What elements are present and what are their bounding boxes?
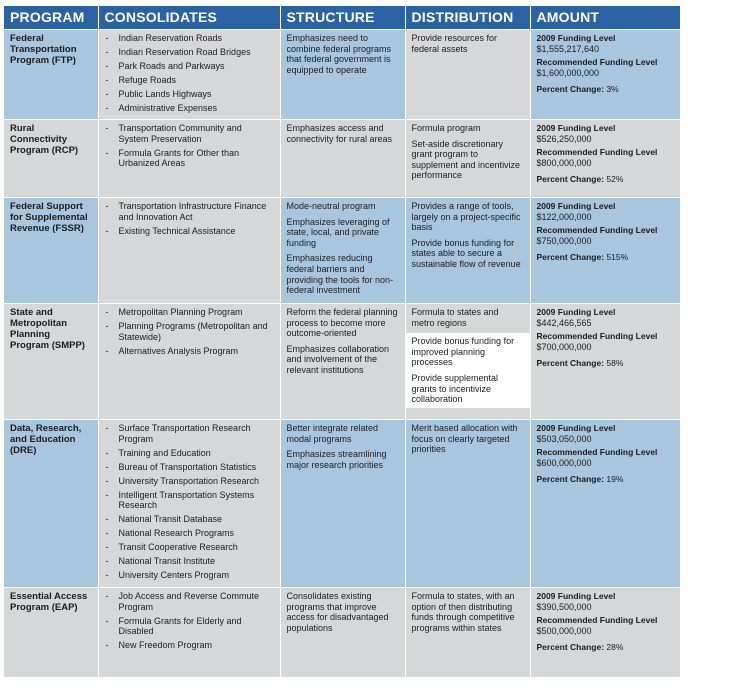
distribution-text: Provide bonus funding for improved planning processes (411, 336, 515, 368)
recommended-value: $750,000,000 (536, 235, 592, 246)
consolidates-cell (98, 30, 280, 120)
distribution-cell (405, 30, 530, 120)
list-item: - Existing Technical Assistance (105, 226, 274, 237)
recommended-label: Recommended Funding Level (536, 447, 658, 458)
consolidates-list (105, 201, 274, 236)
list-item: - Job Access and Reverse Commute Program (105, 591, 274, 612)
structure-cell (280, 120, 405, 198)
percent-change-value: 28% (606, 642, 624, 653)
distribution-text: Set-aside discretionary grant program to supplement and incentivize performance (411, 138, 521, 181)
funding-2009-label: 2009 Funding Level (536, 307, 616, 317)
percent-change-label: Percent Change: (536, 84, 605, 95)
program-name: Data, Research, and Education (DRE) (10, 423, 82, 456)
structure-cell (280, 30, 405, 120)
consolidates-list (105, 423, 274, 581)
list-item: - Administrative Expenses (105, 103, 274, 114)
structure-text: Emphasizes streamlining major research priorities (286, 449, 387, 470)
funding-2009-value: $526,250,000 (536, 133, 592, 144)
list-item: - Formula Grants for Elderly and Disabled (105, 616, 274, 637)
list-item: - Indian Reservation Road Bridges (105, 47, 274, 58)
list-item: - Alternatives Analysis Program (105, 346, 274, 357)
list-item: - Metropolitan Planning Program (105, 307, 274, 318)
program-cell (4, 420, 98, 588)
recommended-value: $700,000,000 (536, 341, 592, 352)
list-item: - New Freedom Program (105, 640, 274, 651)
consolidates-list (105, 307, 274, 356)
program-cell (4, 30, 98, 120)
distribution-text: Merit based allocation with focus on clearly targeted priorities (411, 423, 518, 455)
header-amount: AMOUNT (530, 6, 680, 30)
recommended-value: $1,600,000,000 (536, 67, 600, 78)
percent-change (537, 84, 674, 95)
funding-2009-value: $390,500,000 (536, 601, 592, 612)
funding-2009-value: $122,000,000 (536, 211, 592, 222)
amount-cell (530, 198, 680, 304)
percent-change-label: Percent Change: (536, 642, 605, 653)
structure-text: Better integrate related modal programs (286, 423, 379, 444)
structure-text: Emphasizes collaboration and involvement of the relevant institutions (286, 343, 390, 375)
table-row (4, 420, 680, 588)
list-item: - University Transportation Research (105, 476, 274, 487)
percent-change (537, 474, 674, 485)
percent-change-value: 52% (606, 174, 624, 185)
funding-2009-label: 2009 Funding Level (536, 591, 616, 601)
list-item: - Formula Grants for Other than Urbanized Areas (105, 148, 274, 169)
funding-2009-label: 2009 Funding Level (536, 33, 616, 43)
structure-text: Reform the federal planning process to become more outcome-oriented (286, 307, 398, 339)
amount-cell (530, 304, 680, 420)
structure-cell (280, 198, 405, 304)
program-cell (4, 588, 98, 678)
table-row (4, 120, 680, 198)
structure-text: Emphasizes leveraging of state, local, and private funding (286, 216, 390, 248)
list-item: - Refuge Roads (105, 75, 274, 86)
recommended-label: Recommended Funding Level (536, 331, 658, 342)
distribution-text: Formula to states and metro regions (411, 307, 499, 328)
percent-change (537, 252, 674, 263)
list-item: - Transportation Community and System Preservation (105, 123, 274, 144)
structure-text: Emphasizes access and connectivity for rural areas (286, 123, 393, 144)
consolidates-cell (98, 304, 280, 420)
list-item: - National Research Programs (105, 528, 274, 539)
funding-2009-label: 2009 Funding Level (536, 423, 616, 433)
structure-text: Consolidates existing programs that improve access for disadvantaged populations (286, 591, 389, 633)
recommended-label: Recommended Funding Level (536, 225, 658, 236)
list-item: - Bureau of Transportation Statistics (105, 462, 274, 473)
distribution-cell (405, 588, 530, 678)
program-cell (4, 304, 98, 420)
percent-change-value: 19% (606, 474, 624, 485)
header-program: PROGRAM (4, 6, 98, 30)
distribution-text: Provide bonus funding for states able to secure a sustainable flow of revenue (411, 237, 521, 269)
percent-change-label: Percent Change: (536, 358, 605, 369)
consolidates-cell (98, 198, 280, 304)
recommended-label: Recommended Funding Level (536, 57, 658, 68)
list-item: - National Transit Database (105, 514, 274, 525)
recommended-value: $500,000,000 (536, 625, 592, 636)
list-item: - University Centers Program (105, 570, 274, 581)
percent-change-value: 515% (606, 252, 629, 263)
consolidates-list (105, 591, 274, 651)
table-row (4, 198, 680, 304)
consolidates-list (105, 123, 274, 169)
structure-cell (280, 304, 405, 420)
percent-change-label: Percent Change: (536, 252, 605, 263)
program-name: Essential Access Program (EAP) (10, 591, 88, 613)
percent-change (537, 358, 674, 369)
funding-2009-value: $442,466,565 (536, 317, 592, 328)
list-item: - Planning Programs (Metropolitan and Statewide) (105, 321, 274, 342)
list-item: - Transit Cooperative Research (105, 542, 274, 553)
program-consolidation-table (4, 6, 681, 678)
distribution-text: Provide resources for federal assets (411, 33, 498, 54)
program-cell (4, 198, 98, 304)
distribution-text: Formula to states, with an option of then distributing funds through competitive programs within states (411, 591, 515, 633)
consolidates-list (105, 33, 274, 114)
percent-change-value: 3% (606, 84, 619, 95)
funding-2009-label: 2009 Funding Level (536, 201, 616, 211)
header-distribution: DISTRIBUTION (405, 6, 530, 30)
list-item: - Indian Reservation Roads (105, 33, 274, 44)
program-cell (4, 120, 98, 198)
header-structure: STRUCTURE (280, 6, 405, 30)
consolidates-cell (98, 120, 280, 198)
program-name: Rural Connectivity Program (RCP) (10, 123, 79, 156)
structure-cell (280, 420, 405, 588)
funding-2009-label: 2009 Funding Level (536, 123, 616, 133)
recommended-label: Recommended Funding Level (536, 147, 658, 158)
distribution-highlight-box (406, 333, 530, 408)
structure-cell (280, 588, 405, 678)
amount-cell (530, 420, 680, 588)
distribution-cell (405, 420, 530, 588)
funding-2009-value: $1,555,217,640 (536, 43, 600, 54)
percent-change-value: 58% (606, 358, 624, 369)
structure-text: Emphasizes reducing federal barriers and providing the tools for non-federal investment (286, 253, 394, 296)
header-consolidates: CONSOLIDATES (98, 6, 280, 30)
program-name: Federal Support for Supplemental Revenue (FSSR) (10, 201, 88, 234)
percent-change (537, 174, 674, 185)
distribution-cell (405, 304, 530, 420)
list-item: - Transportation Infrastructure Finance and Innovation Act (105, 201, 274, 222)
recommended-value: $600,000,000 (536, 457, 592, 468)
table-row (4, 30, 680, 120)
percent-change (537, 642, 674, 653)
distribution-text: Provides a range of tools, largely on a project-specific basis (411, 201, 521, 233)
distribution-cell (405, 120, 530, 198)
funding-2009-value: $503,050,000 (536, 433, 592, 444)
list-item: - Intelligent Transportation Systems Research (105, 490, 274, 511)
list-item: - National Transit Institute (105, 556, 274, 567)
table-row (4, 304, 680, 420)
table-row (4, 588, 680, 678)
list-item: - Surface Transportation Research Program (105, 423, 274, 444)
recommended-label: Recommended Funding Level (536, 615, 658, 626)
header-row (4, 6, 680, 30)
list-item: - Training and Education (105, 448, 274, 459)
distribution-text: Provide supplemental grants to incentivize collaboration (411, 372, 499, 405)
structure-text: Mode-neutral program (286, 201, 376, 211)
amount-cell (530, 30, 680, 120)
consolidates-cell (98, 420, 280, 588)
percent-change-label: Percent Change: (536, 174, 605, 185)
program-name: State and Metropolitan Planning Program (SMPP) (10, 307, 85, 351)
amount-cell (530, 120, 680, 198)
list-item: - Park Roads and Parkways (105, 61, 274, 72)
amount-cell (530, 588, 680, 678)
percent-change-label: Percent Change: (536, 474, 605, 485)
program-name: Federal Transportation Program (FTP) (10, 33, 77, 66)
list-item: - Public Lands Highways (105, 89, 274, 100)
structure-text: Emphasizes need to combine federal programs that federal government is equipped to operate (286, 33, 392, 75)
distribution-text: Formula program (411, 123, 481, 133)
distribution-cell (405, 198, 530, 304)
recommended-value: $800,000,000 (536, 157, 592, 168)
consolidates-cell (98, 588, 280, 678)
